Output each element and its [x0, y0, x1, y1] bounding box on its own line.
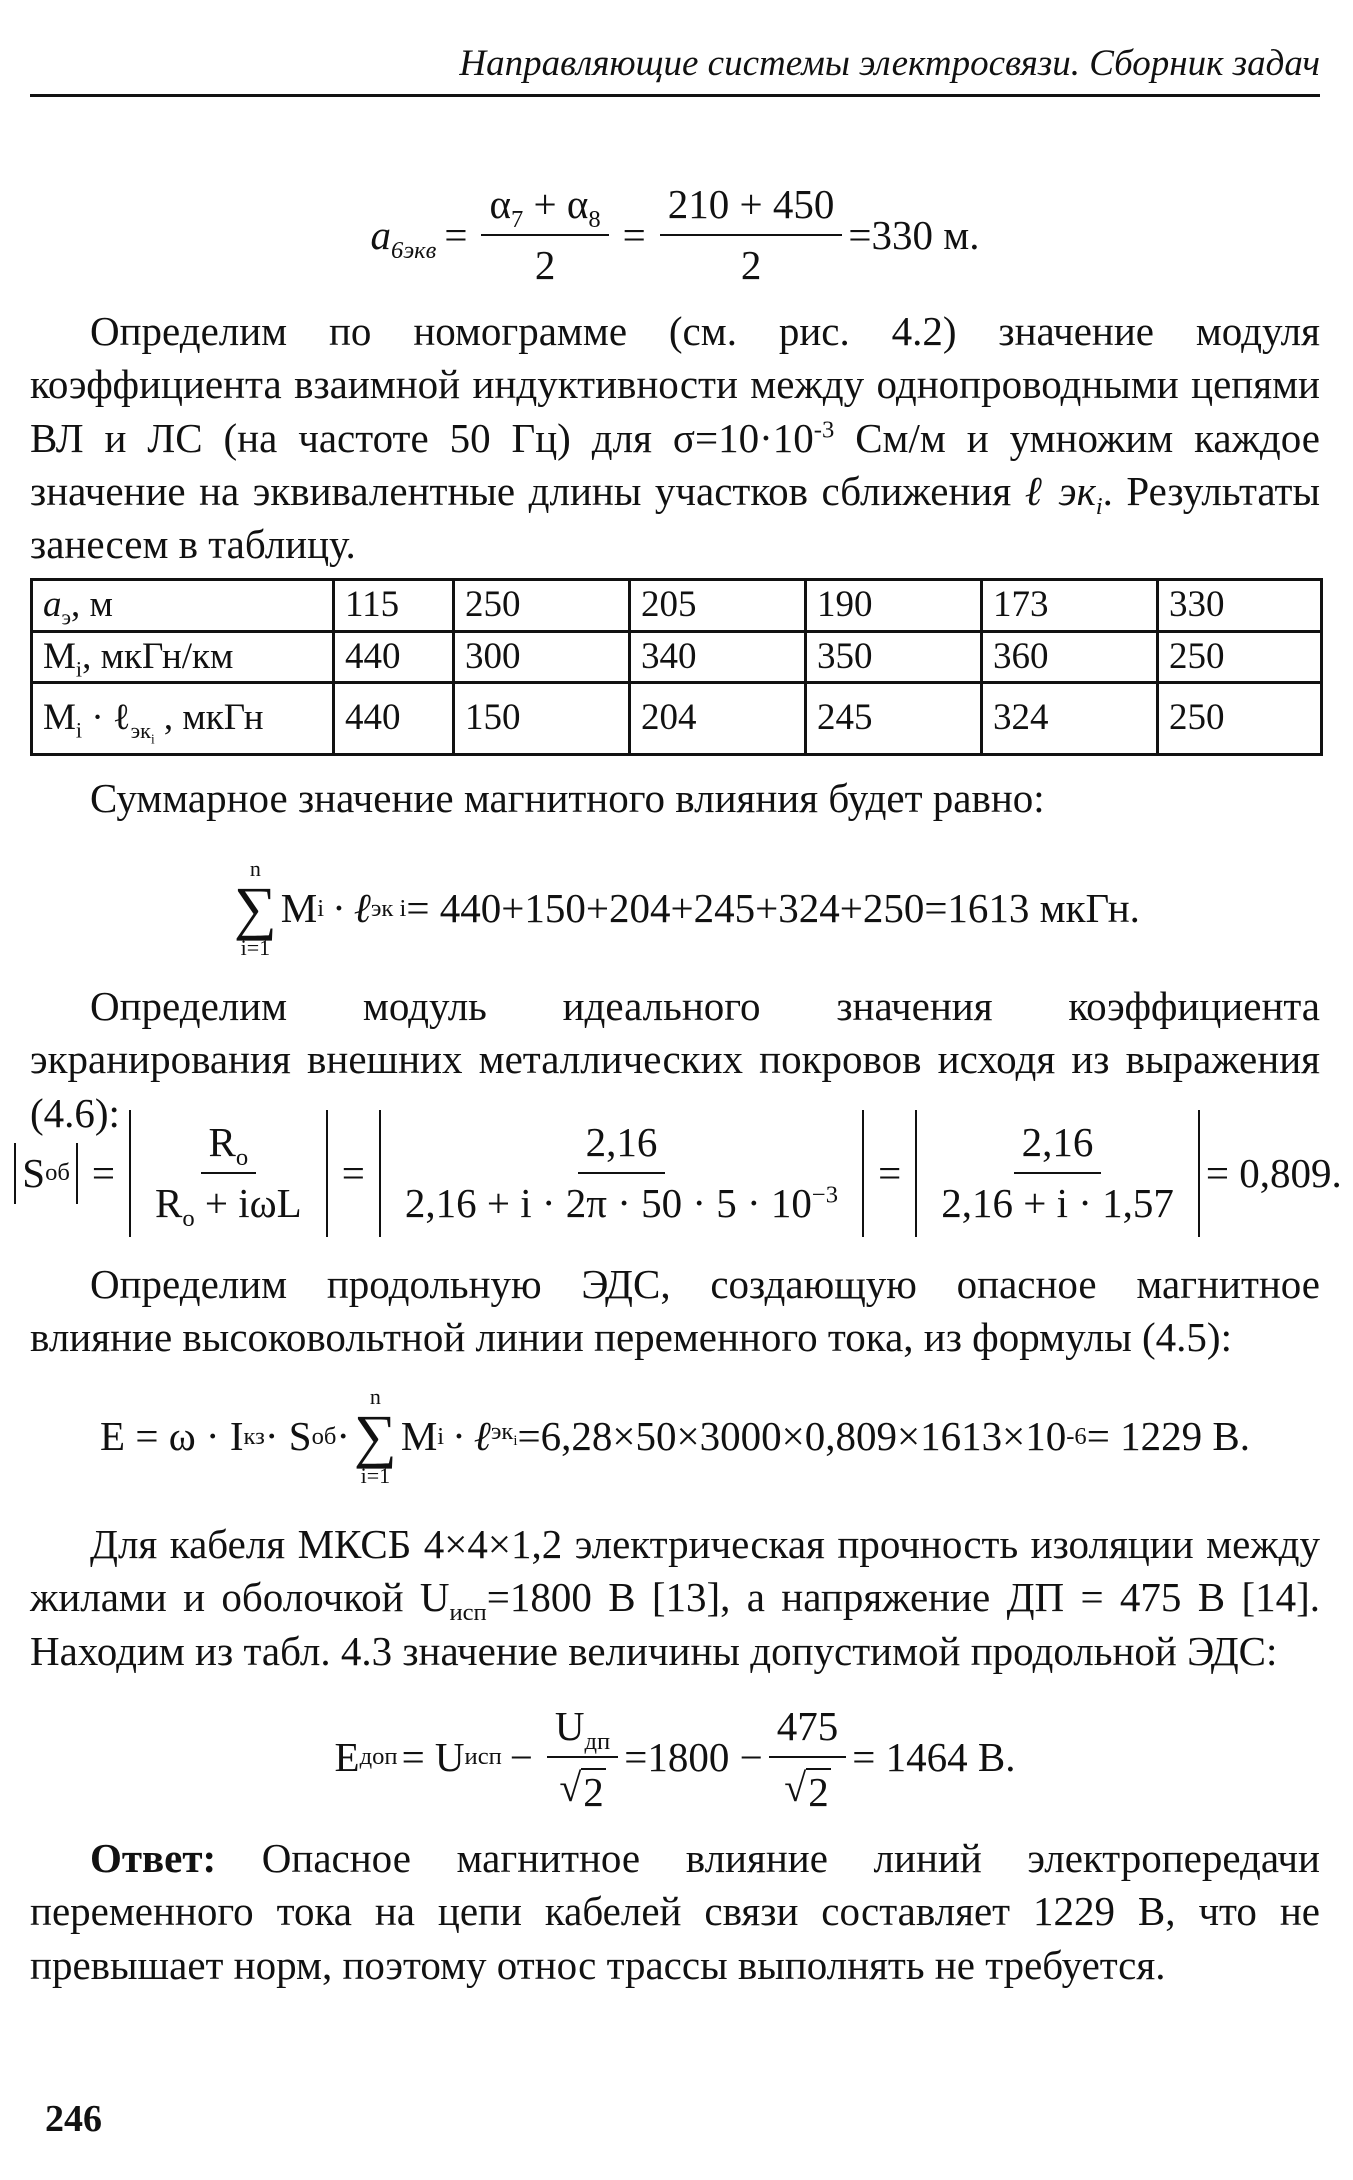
table-cell: 173: [982, 580, 1158, 632]
table-cell: 300: [454, 631, 630, 683]
paragraph-emf: Определим продольную ЭДС, создающую опасное магнитное влияние высоковольтной линии переменного тока, из формулы (4.5):: [30, 1261, 1320, 1361]
sum-symbol: n ∑ i=1: [354, 1384, 397, 1488]
book-page: [22, 0, 1342, 2180]
answer-label: Ответ:: [90, 1835, 217, 1881]
table-cell: 150: [454, 683, 630, 755]
table-cell: 340: [630, 631, 806, 683]
row-label-distance: $a_э$, м: [32, 580, 334, 632]
table-cell: 115: [334, 580, 454, 632]
table-cell: 250: [1158, 631, 1322, 683]
formula-emf: E = ω · I кз · S об · n ∑ i=1 M i · ℓ $эк_i$ =6,28×50×3000×0,809×1613×10 -6 = 1229 В.: [100, 1384, 1250, 1488]
table-cell: 350: [806, 631, 982, 683]
table-cell: 324: [982, 683, 1158, 755]
paragraph-nomogram: Определим по номограмме (см. рис. 4.2) значение модуля коэффициента взаимной индуктивности между однопроводными цепями ВЛ и ЛС (на частоте 50 Гц) для $\sigma=10\cdot 10^{-3}$ См/м и умножим каждое значение на эквивалентные длины участков сближения ℓ $эк_i$. Результаты занесем в таблицу.: [30, 308, 1321, 568]
results-table: [30, 578, 1323, 756]
paragraph-answer: Ответ: Опасное магнитное влияние линий электропередачи переменного тока на цепи кабелей связи составляет 1229 В, что не превышает норм, поэтому относ трассы выполнять не требуется.: [30, 1835, 1320, 1988]
table-cell: 204: [630, 683, 806, 755]
paragraph-screening-coef: Определим модуль идеального значения коэффициента экранирования внешних металлических покровов исходя из выражения (4.6):: [30, 983, 1320, 1136]
formula-allowed-emf: E доп = U исп − $U_{дп}$ √ 2 =1800 − 475 √ 2 = 1464 В.: [30, 1700, 1320, 1815]
formula-screening: S об = $\frac{R_o}{R_o + i\omega L}$ = $\frac{2,16}{2,16 + i \cdot 2\pi \cdot 50 \cdot 5 \cdot 10^{-3}}$ = $\frac{2,16}{2,16 + i \cdot 1,57}$ = 0,809.: [30, 1110, 1320, 1237]
running-title: Направляющие системы электросвязи. Сборник задач: [30, 40, 1320, 97]
formula-sum-influence: n ∑ i=1 M i · ℓ эк i = 440+150+204+245+324+250=1613 мкГн.: [234, 856, 1140, 960]
sum-symbol: n ∑ i=1: [234, 856, 277, 960]
table-cell: 440: [334, 683, 454, 755]
table-cell: 440: [334, 631, 454, 683]
paragraph-cable: Для кабеля МКСБ 4×4×1,2 электрическая прочность изоляции между жилами и оболочкой $U_{исп}=1800$ В [13], а напряжение ДП = 475 В [14]. Находим из табл. 4.3 значение величины допустимой продольной ЭДС:: [30, 1521, 1321, 1674]
table-cell: 360: [982, 631, 1158, 683]
row-label-inductance: $M_i$, мкГн/км: [32, 631, 334, 683]
table-row: [32, 580, 1322, 632]
table-cell: 330: [1158, 580, 1322, 632]
paragraph-sum-intro: Суммарное значение магнитного влияния будет равно:: [90, 775, 1045, 821]
table-cell: 250: [1158, 683, 1322, 755]
table-row: [32, 631, 1322, 683]
table-cell: 245: [806, 683, 982, 755]
row-label-product: $M_i$ · ℓ$_{эк_i}$ , мкГн: [32, 683, 334, 755]
formula-a6-equivalent: $a_{6экв}$ = $\frac{\alpha_7 + \alpha_8}{2}$ = $\frac{210 + 450}{2}$ =330 м.: [30, 178, 1320, 293]
table-row: [32, 683, 1322, 755]
table-cell: 205: [630, 580, 806, 632]
table-cell: 250: [454, 580, 630, 632]
page-number: 246: [45, 2098, 102, 2140]
table-cell: 190: [806, 580, 982, 632]
